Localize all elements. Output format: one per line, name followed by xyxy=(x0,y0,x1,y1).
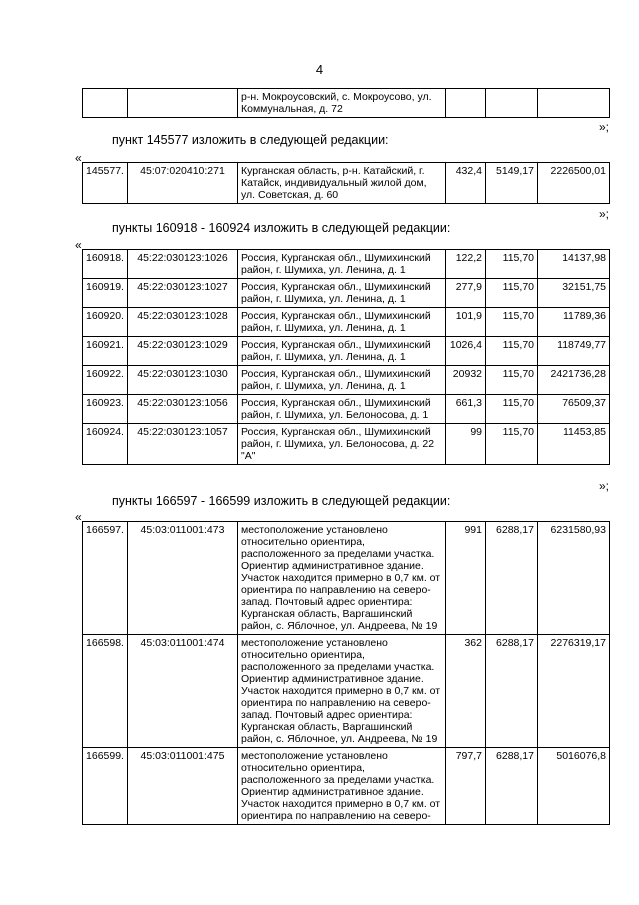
rate-cell: 115,70 xyxy=(486,308,538,337)
cadastral-value-cell: 2226500,01 xyxy=(538,163,610,204)
closing-quote: »; xyxy=(598,479,609,493)
cadastral-value-cell: 2276319,17 xyxy=(538,635,610,748)
table-row xyxy=(83,424,610,465)
rate-cell xyxy=(486,89,538,118)
cadastral-value-cell: 2421736,28 xyxy=(538,366,610,395)
address-cell: Россия, Курганская обл., Шумихинский район, г. Шумиха, ул. Ленина, д. 1 xyxy=(238,366,446,395)
area-cell: 797,7 xyxy=(446,748,486,825)
area-cell: 432,4 xyxy=(446,163,486,204)
cadastral-number-cell xyxy=(128,89,238,118)
continuation-table xyxy=(82,88,610,118)
cadastral-number-cell: 45:22:030123:1056 xyxy=(128,395,238,424)
table-row xyxy=(83,163,610,204)
address-cell: Россия, Курганская обл., Шумихинский район, г. Шумиха, ул. Ленина, д. 1 xyxy=(238,308,446,337)
cadastral-number-cell: 45:22:030123:1057 xyxy=(128,424,238,465)
table-row xyxy=(83,395,610,424)
rate-cell: 6288,17 xyxy=(486,748,538,825)
cadastral-value-cell: 6231580,93 xyxy=(538,522,610,635)
edit-instruction: пункты 160918 - 160924 изложить в следующей редакции: xyxy=(112,221,451,235)
rate-cell: 115,70 xyxy=(486,279,538,308)
table-160918-160924 xyxy=(82,249,610,465)
cadastral-number-cell: 45:03:011001:473 xyxy=(128,522,238,635)
cadastral-number-cell: 45:22:030123:1030 xyxy=(128,366,238,395)
row-number-cell: 160918. xyxy=(83,250,128,279)
address-cell: местоположение установлено относительно ориентира, расположенного за пределами участка. Ориентир административное здание. Участок находится примерно в 0,7 км. от ориентира по направлению на северо-запад. Почтовый адрес ориентира: Курганская область, Варгашинский район, с. Яблочное, ул. Андреева, № 19 xyxy=(238,522,446,635)
opening-quote: « xyxy=(75,238,82,252)
closing-quote: »; xyxy=(598,120,609,134)
rate-cell: 115,70 xyxy=(486,424,538,465)
table-row xyxy=(83,308,610,337)
cadastral-value-cell: 118749,77 xyxy=(538,337,610,366)
cadastral-number-cell: 45:07:020410:271 xyxy=(128,163,238,204)
cadastral-value-cell: 11789,36 xyxy=(538,308,610,337)
address-cell: Россия, Курганская обл., Шумихинский район, г. Шумиха, ул. Ленина, д. 1 xyxy=(238,250,446,279)
table-row xyxy=(83,748,610,825)
cadastral-value-cell: 76509,37 xyxy=(538,395,610,424)
table-145577 xyxy=(82,162,610,204)
address-cell: Россия, Курганская обл., Шумихинский район, г. Шумиха, ул. Белоносова, д. 22 "А" xyxy=(238,424,446,465)
edit-instruction: пункты 166597 - 166599 изложить в следующей редакции: xyxy=(112,494,451,508)
page-number: 4 xyxy=(315,62,324,77)
rate-cell: 115,70 xyxy=(486,250,538,279)
area-cell: 661,3 xyxy=(446,395,486,424)
row-number-cell xyxy=(83,89,128,118)
row-number-cell: 145577. xyxy=(83,163,128,204)
table-row xyxy=(83,89,610,118)
table-row xyxy=(83,279,610,308)
row-number-cell: 160921. xyxy=(83,337,128,366)
rate-cell: 6288,17 xyxy=(486,635,538,748)
table-160918-160924-body xyxy=(83,250,610,465)
area-cell: 122,2 xyxy=(446,250,486,279)
cadastral-value-cell: 32151,75 xyxy=(538,279,610,308)
cadastral-number-cell: 45:03:011001:474 xyxy=(128,635,238,748)
address-cell: местоположение установлено относительно ориентира, расположенного за пределами участка. Ориентир административное здание. Участок находится примерно в 0,7 км. от ориентира по направлению на северо-запад. Почтовый адрес ориентира: Курганская область, Варгашинский район, с. Яблочное, ул. Андреева, № 19 xyxy=(238,635,446,748)
area-cell: 1026,4 xyxy=(446,337,486,366)
area-cell: 99 xyxy=(446,424,486,465)
continuation-table-body xyxy=(83,89,610,118)
cadastral-number-cell: 45:22:030123:1026 xyxy=(128,250,238,279)
table-row xyxy=(83,635,610,748)
rate-cell: 115,70 xyxy=(486,337,538,366)
closing-quote: »; xyxy=(598,207,609,221)
row-number-cell: 166599. xyxy=(83,748,128,825)
area-cell: 991 xyxy=(446,522,486,635)
area-cell xyxy=(446,89,486,118)
row-number-cell: 160922. xyxy=(83,366,128,395)
rate-cell: 6288,17 xyxy=(486,522,538,635)
rate-cell: 115,70 xyxy=(486,366,538,395)
cadastral-value-cell xyxy=(538,89,610,118)
table-166597-166599-body xyxy=(83,522,610,825)
row-number-cell: 166597. xyxy=(83,522,128,635)
area-cell: 277,9 xyxy=(446,279,486,308)
row-number-cell: 160920. xyxy=(83,308,128,337)
table-row xyxy=(83,250,610,279)
row-number-cell: 166598. xyxy=(83,635,128,748)
address-cell: местоположение установлено относительно ориентира, расположенного за пределами участка. Ориентир административное здание. Участок находится примерно в 0,7 км. от ориентира по направлению на северо- xyxy=(238,748,446,825)
table-145577-body xyxy=(83,163,610,204)
table-row xyxy=(83,522,610,635)
area-cell: 101,9 xyxy=(446,308,486,337)
address-cell: Россия, Курганская обл., Шумихинский район, г. Шумиха, ул. Ленина, д. 1 xyxy=(238,279,446,308)
table-row xyxy=(83,366,610,395)
area-cell: 20932 xyxy=(446,366,486,395)
row-number-cell: 160924. xyxy=(83,424,128,465)
rate-cell: 5149,17 xyxy=(486,163,538,204)
cadastral-value-cell: 5016076,8 xyxy=(538,748,610,825)
row-number-cell: 160919. xyxy=(83,279,128,308)
edit-instruction: пункт 145577 изложить в следующей редакции: xyxy=(112,133,389,147)
opening-quote: « xyxy=(75,510,82,524)
table-row xyxy=(83,337,610,366)
cadastral-number-cell: 45:22:030123:1028 xyxy=(128,308,238,337)
address-cell: Россия, Курганская обл., Шумихинский район, г. Шумиха, ул. Ленина, д. 1 xyxy=(238,337,446,366)
cadastral-value-cell: 14137,98 xyxy=(538,250,610,279)
address-cell: Россия, Курганская обл., Шумихинский район, г. Шумиха, ул. Белоносова, д. 1 xyxy=(238,395,446,424)
row-number-cell: 160923. xyxy=(83,395,128,424)
area-cell: 362 xyxy=(446,635,486,748)
cadastral-number-cell: 45:22:030123:1027 xyxy=(128,279,238,308)
cadastral-number-cell: 45:22:030123:1029 xyxy=(128,337,238,366)
cadastral-value-cell: 11453,85 xyxy=(538,424,610,465)
rate-cell: 115,70 xyxy=(486,395,538,424)
address-cell: р-н. Мокроусовский, с. Мокроусово, ул. Коммунальная, д. 72 xyxy=(238,89,446,118)
table-166597-166599 xyxy=(82,521,610,825)
opening-quote: « xyxy=(75,151,82,165)
cadastral-number-cell: 45:03:011001:475 xyxy=(128,748,238,825)
address-cell: Курганская область, р-н. Катайский, г. Катайск, индивидуальный жилой дом, ул. Советская, д. 60 xyxy=(238,163,446,204)
